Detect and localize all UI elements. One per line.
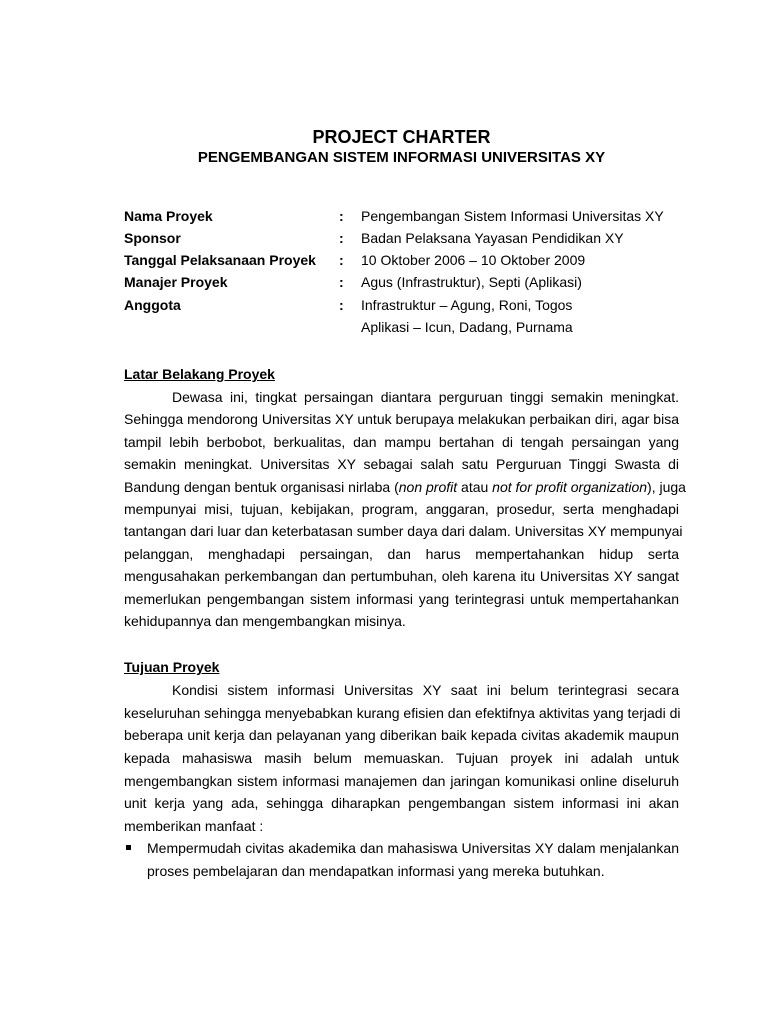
paragraph-line xyxy=(124,520,683,542)
text-segment: semakin meningkat. Universitas XY sebagai salah satu Perguruan Tinggi Swasta di xyxy=(124,456,679,473)
text-segment: Sehingga mendorong Universitas XY untuk berupaya melakukan perbaikan diri, agar bisa xyxy=(124,411,679,428)
info-separator: : xyxy=(339,230,344,246)
paragraph-line xyxy=(124,610,679,632)
section-heading-latar-belakang: Latar Belakang Proyek xyxy=(124,366,275,382)
info-value: Infrastruktur – Agung, Roni, Togos xyxy=(361,297,573,313)
info-label: Tanggal Pelaksanaan Proyek xyxy=(124,252,316,268)
text-segment: atau xyxy=(457,478,493,495)
paragraph-line xyxy=(124,476,686,498)
info-label: Anggota xyxy=(124,297,181,313)
paragraph-line xyxy=(147,837,679,860)
paragraph-line xyxy=(124,431,679,453)
text-segment: pelanggan, menghadapi persaingan, dan harus mempertahankan hidup serta xyxy=(124,545,679,562)
document-subtitle: PENGEMBANGAN SISTEM INFORMASI UNIVERSITAS XY xyxy=(197,149,606,166)
section-heading-tujuan: Tujuan Proyek xyxy=(124,659,220,675)
info-row-nama-proyek xyxy=(0,205,768,227)
paragraph-line xyxy=(124,679,679,702)
paragraph-line xyxy=(124,747,679,770)
info-separator: : xyxy=(339,208,344,224)
info-separator: : xyxy=(339,274,344,290)
paragraph-line xyxy=(124,565,679,587)
text-segment: tampil lebih berbobot, berkualitas, dan mampu bertahan di tengah persaingan yang xyxy=(124,433,679,450)
text-segment: kehidupannya dan mengembangkan misinya. xyxy=(124,612,406,629)
bullet-item xyxy=(147,837,679,883)
text-segment: beberapa unit kerja dan pelayanan yang diberikan baik kepada civitas akademik maupun xyxy=(124,727,679,744)
info-separator: : xyxy=(339,297,344,313)
info-value: Badan Pelaksana Yayasan Pendidikan XY xyxy=(361,230,624,246)
info-row-tanggal xyxy=(0,249,768,271)
text-segment: Dewasa ini, tingkat persaingan diantara perguruan tinggi semakin meningkat. xyxy=(172,389,679,405)
info-value: Pengembangan Sistem Informasi Universitas XY xyxy=(361,208,664,224)
text-segment: memerlukan pengembangan sistem informasi yang terintegrasi untuk mempertahankan xyxy=(124,590,679,607)
paragraph-line xyxy=(124,453,679,475)
paragraph-line xyxy=(124,588,679,610)
text-segment: Bandung dengan bentuk organisasi nirlaba ( xyxy=(124,478,399,495)
info-row-manajer xyxy=(0,271,768,293)
text-segment: mengembangkan sistem informasi manajemen dan jaringan komunikasi online diseluruh xyxy=(124,772,679,789)
text-segment: ), juga xyxy=(647,478,686,495)
paragraph-line xyxy=(124,498,679,520)
paragraph-tujuan xyxy=(124,679,679,838)
text-segment: keseluruhan sehingga menyebabkan kurang efisien dan efektifnya aktivitas yang terjadi di xyxy=(124,704,681,721)
text-segment: mempunyai misi, tujuan, kebijakan, program, anggaran, prosedur, serta menghadapi xyxy=(124,500,679,517)
info-label: Manajer Proyek xyxy=(124,274,228,290)
info-label: Sponsor xyxy=(124,230,181,246)
paragraph-line xyxy=(124,386,679,408)
info-separator: : xyxy=(339,252,344,268)
text-segment: Mempermudah civitas akademika dan mahasiswa Universitas XY dalam menjalankan xyxy=(147,840,679,856)
paragraph-line xyxy=(124,792,679,815)
info-value: Aplikasi – Icun, Dadang, Purnama xyxy=(361,319,573,335)
document-title: PROJECT CHARTER xyxy=(312,127,491,147)
paragraph-latar-belakang xyxy=(124,386,686,632)
info-row-sponsor xyxy=(0,227,768,249)
text-segment: mengusahakan perkembangan dan pertumbuhan, oleh karena itu Universitas XY sangat xyxy=(124,568,679,585)
bullet-square-icon xyxy=(126,845,131,850)
info-label: Nama Proyek xyxy=(124,208,213,224)
info-value: 10 Oktober 2006 – 10 Oktober 2009 xyxy=(361,252,586,268)
paragraph-line xyxy=(124,815,679,838)
text-segment: tantangan dari luar dan keterbatasan sumber daya dari dalam. Universitas XY mempunyai xyxy=(124,523,683,540)
info-row-anggota-continued xyxy=(0,316,768,338)
text-segment: kepada mahasiswa masih belum memuaskan. Tujuan proyek ini adalah untuk xyxy=(124,749,679,766)
text-segment: Kondisi sistem informasi Universitas XY saat ini belum terintegrasi secara xyxy=(172,682,679,698)
italic-text: non profit xyxy=(398,478,458,495)
info-row-anggota xyxy=(0,294,768,316)
info-value: Agus (Infrastruktur), Septi (Aplikasi) xyxy=(361,274,582,290)
paragraph-line xyxy=(124,724,679,747)
paragraph-line xyxy=(147,860,679,883)
text-segment: memberikan manfaat : xyxy=(124,817,264,834)
paragraph-line xyxy=(124,702,679,725)
paragraph-line xyxy=(124,543,679,565)
text-segment: proses pembelajaran dan mendapatkan informasi yang mereka butuhkan. xyxy=(147,863,605,879)
paragraph-line xyxy=(124,408,679,430)
text-segment: unit kerja yang ada, sehingga diharapkan pengembangan sistem informasi ini akan xyxy=(124,795,679,812)
italic-text: not for profit organization xyxy=(492,478,648,495)
paragraph-line xyxy=(124,770,679,793)
